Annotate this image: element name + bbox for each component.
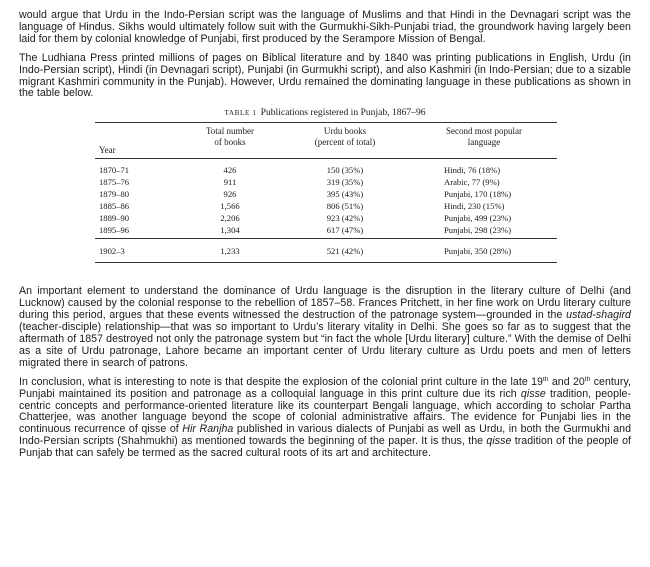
table-cell-second: Punjabi, 499 (23%) [444,213,512,224]
table-cell-total: 426 [223,165,237,176]
table-cell-urdu: 395 (43%) [326,189,364,200]
table-cell-year: 1895–96 [99,225,130,236]
publications-table [19,107,631,281]
table-cell-year: 1885–86 [99,201,130,212]
table-cell-total: 911 [223,177,237,188]
table-cell-total: 926 [223,189,237,200]
table-cell-urdu: 617 (47%) [326,225,364,236]
table-cell-urdu: 806 (51%) [326,201,364,212]
conclusion-text-1: In conclusion, what is interesting to note is that despite the explosion of the colonial print culture in the late 19 [19,375,543,388]
header-total-line2: of books [214,136,246,147]
header-total [190,126,270,147]
table-bottom-rule [95,262,557,263]
header-urdu-line1: Urdu books [323,126,367,137]
header-second [424,126,544,147]
table-cell-urdu: 923 (42%) [326,213,364,224]
table-cell-total: 1,566 [220,201,240,212]
table-label: TABLE 1 [224,109,257,118]
table-cell-urdu: 521 (42%) [326,246,364,257]
paragraph-ludhiana-press: The Ludhiana Press printed millions of pages on Biblical literature and by 1840 was printing publications in English, Urdu (in Indo-Persian script), Hindi (in Devnagari script), Punjabi (in Gurmukhi script), and also Kashmiri (in Indo-Persian; due to a sizable migrant Kashmiri community in the Punjab). However, Urdu remained the dominating language in these publications as shown in the table below. [19,51,631,100]
table-caption-text: Publications registered in Punjab, 1867–96 [260,107,426,119]
superscript-th: th [584,375,591,383]
table-cell-second: Punjabi, 350 (28%) [444,246,512,257]
table-cell-total: 1,233 [220,246,240,257]
table-cell-year: 1879–80 [99,189,130,200]
conclusion-text-6: tradition of the people of Punjab that can safely be termed as the sacred cultural roots of its art and architecture. [19,435,632,460]
table-mid-rule [95,238,557,239]
table-cell-year: 1870–71 [99,165,130,176]
table-cell-second: Arabic, 77 (9%) [444,177,500,188]
table-caption [19,107,631,118]
header-second-line1: Second most popular [446,126,522,137]
header-total-line1: Total number [205,126,255,137]
table-cell-second: Punjabi, 298 (23%) [444,225,512,236]
conclusion-text-5: published in various dialects of Punjabi as well as Urdu, in both the Gurmukhi and Indo-Persian scripts (Shahmukhi) as mentioned towards the beginning of the paper. It is thus, the [19,423,632,448]
header-urdu-line2: (percent of total) [314,136,376,147]
term-qisse: qisse [520,387,546,400]
table-cell-year: 1889–90 [99,213,130,224]
table-cell-urdu: 319 (35%) [326,177,364,188]
superscript-th: th [542,375,549,383]
paragraph-delhi-text-b: (teacher-disciple) relationship—that was so important to Urdu’s literary vitality in Delhi. She goes so far as to suggest that the aftermath of 1857 destroyed not only the patronage system but “in fact the whole [Urdu literary] culture.” With the demise of Delhi as a site of Urdu patronage, Lahore became an important center of Urdu literary culture as Urdu poets and men of letters migrated there in search of patrons. [19,321,631,369]
header-urdu [290,126,400,147]
header-second-line2: language [467,136,501,147]
table-header-rule [95,158,557,159]
paragraph-intro: would argue that Urdu in the Indo-Persian script was the language of Muslims and that Hindi in the Devnagari script was the language of Hindus. Sikhs would ultimately follow suit with the Gurmukhi-Sikh-Punjabi triad, the groundwork having largely been laid for them by colonial knowledge of Punjabi, first produced by the Serampore Mission of Bengal. [19,9,631,45]
table-cell-total: 1,304 [220,225,240,236]
paragraph-delhi-text-a: An important element to understand the dominance of Urdu language is the disruption in the literary culture of Delhi (and Lucknow) caused by the colonial response to the rebellion of 1857–58. Frances Pritchett, in her fine work on Urdu literary culture during this period, argues that these events witnessed the destruction of the patronage system—grounded in the [19,285,631,322]
term-hir-ranjha: Hir Ranjha [182,423,234,436]
table-cell-year: 1902–3 [99,246,125,257]
table-cell-second: Hindi, 230 (15%) [444,201,505,212]
table-top-rule [95,122,557,123]
term-qisse: qisse [486,435,512,448]
conclusion-text-4: tradition, people-centric concepts and performance-oriented literature like its counterpart Bengali language, which according to scholar Partha Chatterjee, was another language beyond the scope of colonial administrative affairs. The evidence for Punjabi lies in the continuous recurrence of qisse of [19,387,631,436]
header-year: Year [99,145,116,156]
table-cell-total: 2,206 [220,213,240,224]
conclusion-text-3: century, Punjabi maintained its position and patronage as a colloquial language in this print culture due its rich [19,375,631,400]
table-cell-urdu: 150 (35%) [326,165,364,176]
document-page [19,10,631,467]
term-ustad-shagird: ustad-shagird [566,309,631,322]
paragraph-conclusion [19,377,631,460]
conclusion-text-2: and 20 [548,375,585,388]
table-cell-second: Punjabi, 170 (18%) [444,189,512,200]
table-cell-year: 1875–76 [99,177,130,188]
table-cell-second: Hindi, 76 (18%) [444,165,501,176]
paragraph-delhi-culture [19,286,631,369]
